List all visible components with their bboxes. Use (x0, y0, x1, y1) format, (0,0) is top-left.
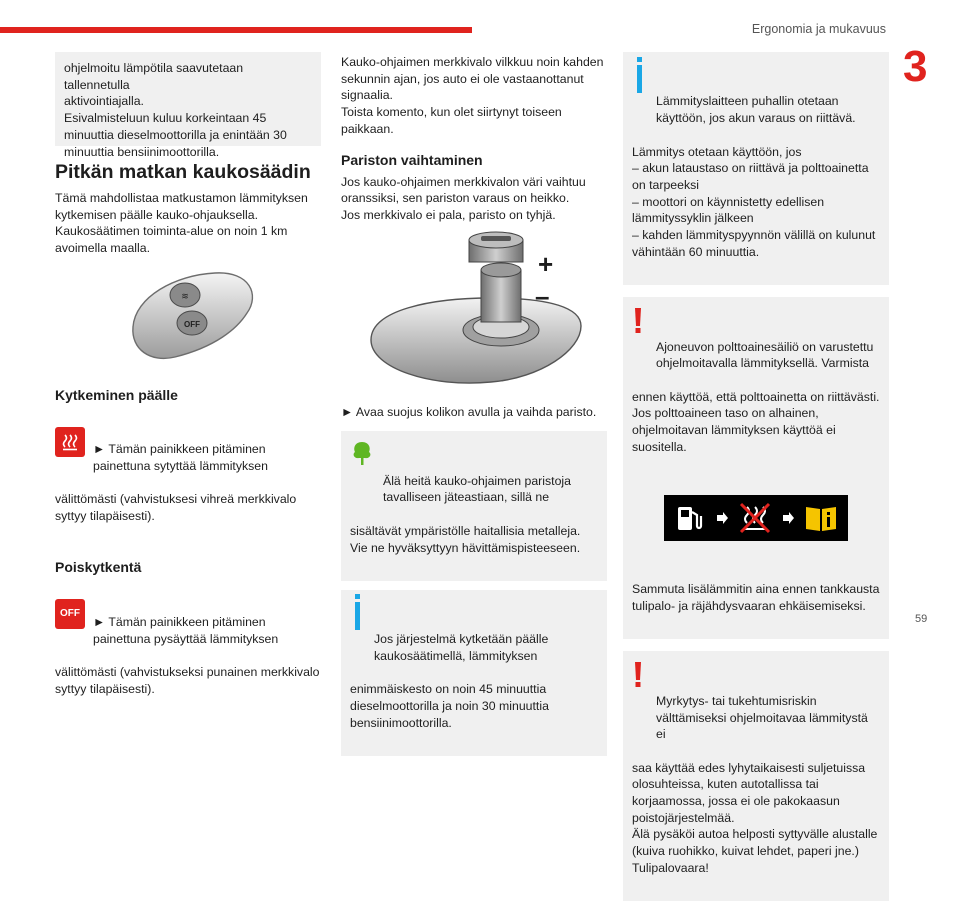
off-paragraph (55, 580, 321, 714)
warn-poison-first: Myrkytys- tai tukehtumisriskin välttämiseksi ohjelmoitavaa lämmitystä ei (656, 693, 868, 742)
info-box-duration (341, 590, 607, 756)
leaf-icon (351, 440, 373, 466)
heater-off-crossed-icon (738, 501, 772, 535)
middle-column (341, 52, 607, 756)
eco-text-first: Älä heitä kauko-ohjaimen paristoja tavalliseen jäteastiaan, sillä ne (383, 473, 571, 505)
off-text-first: ► Tämän painikkeen pitäminen painettuna pysäyttää lämmityksen (93, 614, 279, 646)
chapter-number: 3 (903, 42, 928, 91)
info-fan-first: Lämmityslaitteen puhallin otetaan käyttöön, jos akun varaus on riittävä. (656, 94, 856, 126)
info-icon (355, 602, 360, 630)
warning-exclamation-icon (635, 308, 641, 334)
battery-paragraph: Jos kauko-ohjaimen merkkivalon väri vaihtuu oranssiksi, sen pariston varaus on heikko. Jos merkkivalo ei pala, paristo on tyhjä. (341, 174, 586, 222)
info-fan-rest: Lämmitys otetaan käyttöön, jos – akun lataustaso on riittävä ja polttoainetta on tarpeeksi – moottori on käynnistetty edellisen lämmityssyklin jälkeen – kahden lämmityspyynnön välillä on kulunut vähintään 60 minuuttia. (632, 144, 876, 259)
on-paragraph (55, 408, 321, 542)
plus-sign: + (538, 248, 554, 279)
info-box-fan (623, 52, 889, 285)
warning-box-fuel (623, 297, 889, 639)
eco-box (341, 431, 607, 581)
fuel-pump-icon (674, 502, 706, 534)
warning-box-poisoning (623, 651, 889, 901)
arrow-right-icon (781, 511, 795, 525)
heater-on-icon (55, 427, 85, 457)
off-text-rest: välittömästi (vahvistukseksi punainen merkkivalo syttyy tilapäisesti). (55, 664, 320, 696)
on-heading: Kytkeminen päälle (55, 386, 178, 403)
remote-illustration (55, 267, 321, 371)
page-number: 59 (915, 613, 928, 625)
off-heading: Poiskytkentä (55, 559, 142, 576)
warn-fuel-first: Ajoneuvon polttoainesäiliö on varustettu ohjelmoitavalla lämmityksellä. Varmista (656, 339, 874, 371)
intro-box: ohjelmoitu lämpötila saavutetaan tallennetulla aktivointiajalla. Esivalmisteluun kuluu korkeintaan 45 minuuttia dieselmoottorilla ja enintään 30 minuuttia bensiinimoottorilla. (55, 52, 321, 146)
header-accent-bar (0, 27, 472, 33)
replace-instruction: ► Avaa suojus kolikon avulla ja vaihda paristo. (341, 404, 597, 419)
info-duration-first: Jos järjestelmä kytketään päälle kaukosäätimellä, lämmityksen (374, 632, 549, 664)
signal-paragraph: Kauko-ohjaimen merkkivalo vilkkuu noin kahden sekunnin ajan, jos auto ei ole vastaanottanut signaalia. Toista komento, kun olet siirtynyt toiseen paikkaan. (341, 55, 604, 136)
svg-text:≋: ≋ (181, 290, 189, 301)
remote-off-label: OFF (184, 319, 200, 329)
warn-fuel-rest: ennen käyttöä, että polttoainetta on riittävästi. Jos polttoaineen taso on alhainen, ohjelmoitavan lämmityksen käyttöä ei suositella. (632, 389, 880, 454)
manual-book-icon (804, 503, 838, 533)
heater-off-badge (55, 599, 85, 629)
eco-text-rest: sisältävät ympäristölle haitallisia metalleja. Vie ne hyväksyttyyn hävittämispisteeseen. (350, 523, 581, 555)
off-badge-label: OFF (60, 607, 80, 619)
info-duration-rest: enimmäiskesto on noin 45 minuuttia dieselmoottorilla ja noin 30 minuuttia bensiinimoottorilla. (350, 682, 549, 730)
remote-description: Tämä mahdollistaa matkustamon lämmityksen kytkemisen päälle kauko-ohjauksella. Kaukosäätimen toiminta-alue on noin 1 km avoimella maalla. (55, 191, 308, 256)
remote-title: Pitkän matkan kaukosäädin (55, 161, 311, 183)
warn-fuel-after: Sammuta lisälämmitin aina ennen tankkausta tulipalo- ja räjähdysvaaran ehkäisemiseksi. (632, 582, 880, 613)
on-text-rest: välittömästi (vahvistuksesi vihreä merkkivalo syttyy tilapäisesti). (55, 492, 297, 524)
info-icon (637, 65, 642, 93)
minus-sign: – (535, 280, 550, 311)
remote-control-icon (55, 267, 321, 371)
left-column (55, 52, 321, 714)
refuel-sequence-strip (664, 495, 848, 541)
on-text-first: ► Tämän painikkeen pitäminen painettuna sytyttää lämmityksen (93, 442, 268, 473)
battery-heading: Pariston vaihtaminen (341, 151, 483, 168)
battery-replacement-icon (341, 230, 607, 400)
warning-exclamation-icon (635, 662, 641, 688)
warn-poison-rest: saa käyttää edes lyhytaikaisesti suljetuissa olosuhteissa, kuten autotallissa tai korjaamossa, jossa ei ole pakokaasun poistojärjestelmää. Älä pysäköi autoa helposti syttyvälle alustalle (kuiva ruohikko, kuivat lehdet, paperi jne.) Tulipalovaara! (632, 760, 878, 875)
section-title: Ergonomia ja mukavuus (751, 22, 886, 36)
battery-illustration (341, 230, 607, 400)
right-column (623, 52, 889, 901)
arrow-right-icon (715, 511, 729, 525)
